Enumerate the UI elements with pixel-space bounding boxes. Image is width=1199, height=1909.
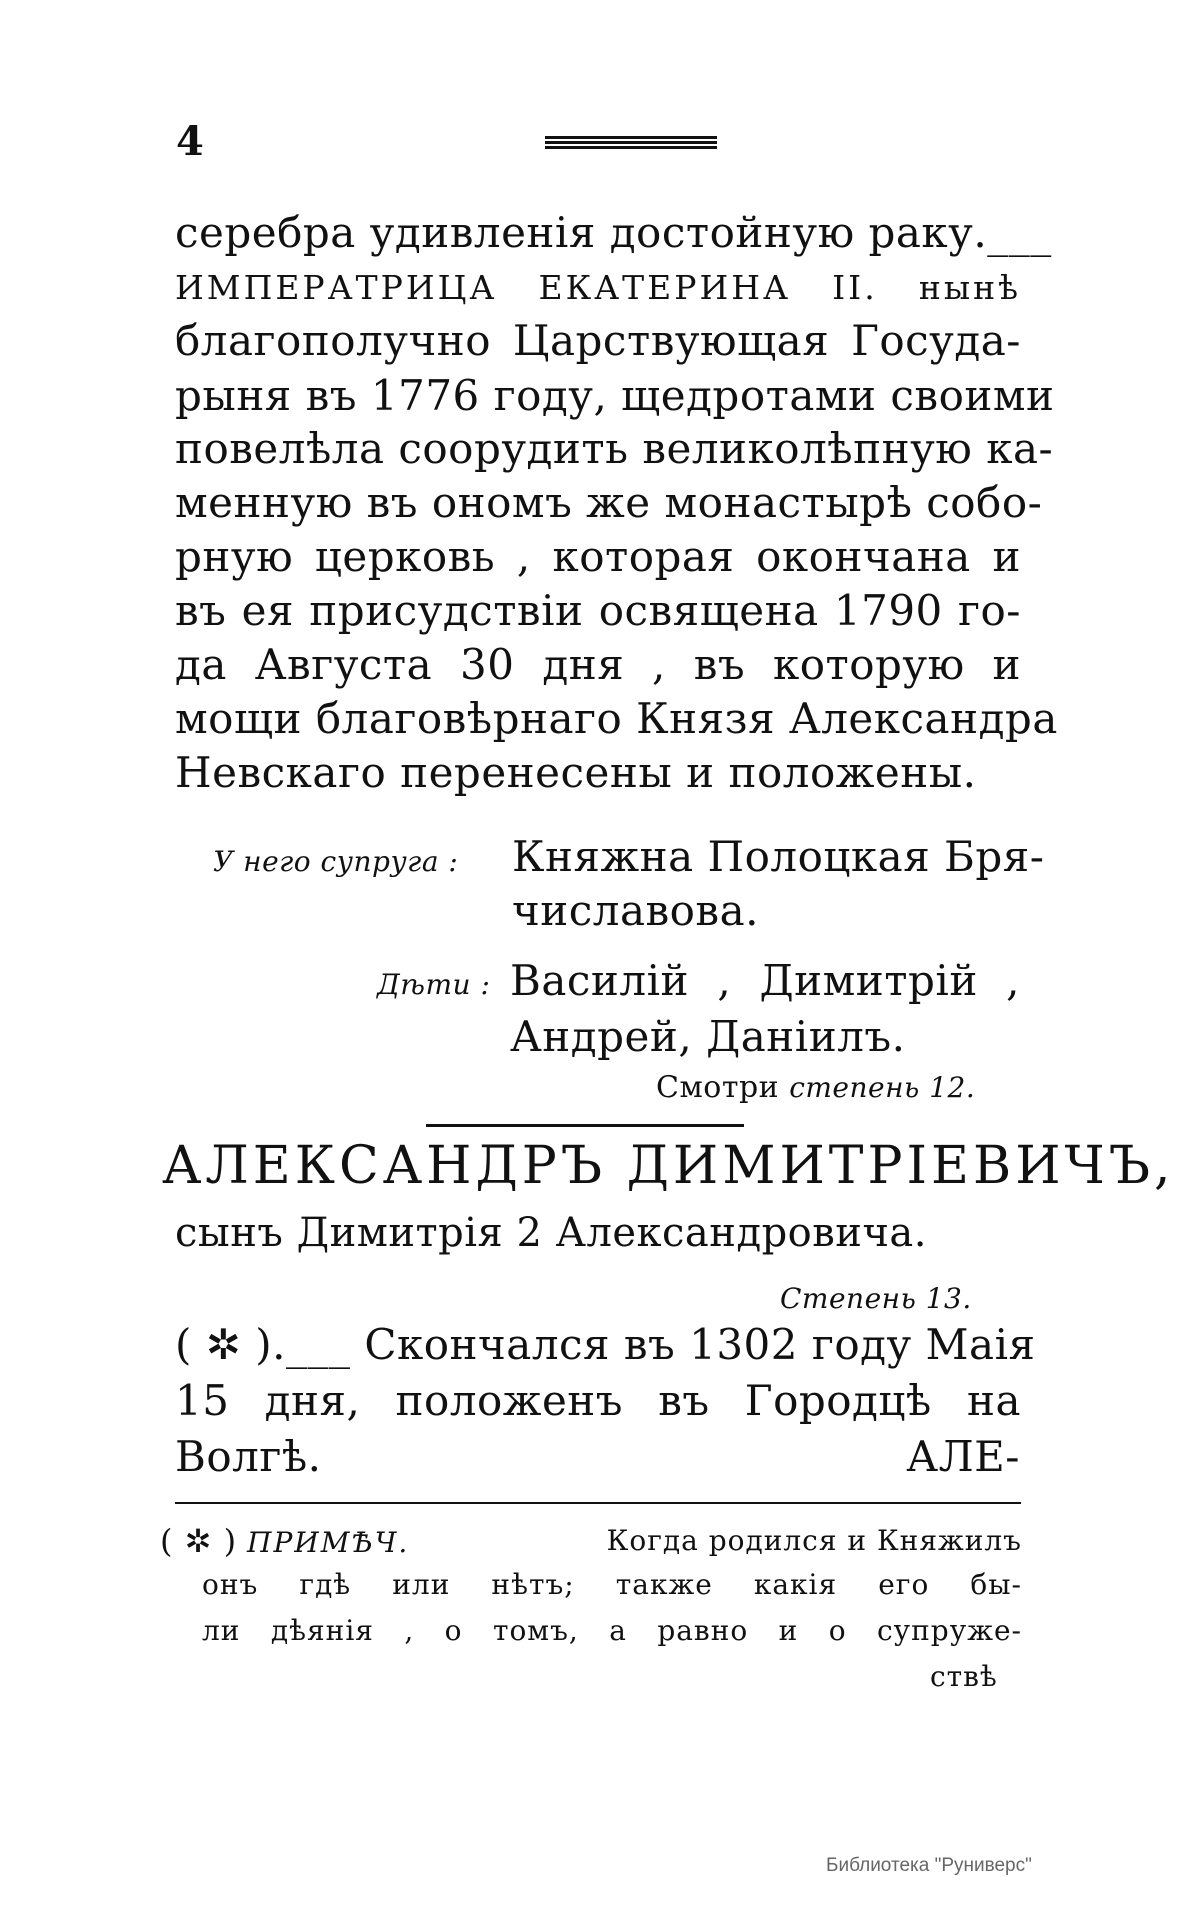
text-line: повелѣла соорудить великолѣпную ка- <box>175 424 1054 473</box>
see-reference <box>656 1070 975 1105</box>
text-line: менную въ ономъ же монастырѣ собо- <box>175 478 1043 527</box>
entry-text-line: Волгѣ. <box>175 1432 322 1481</box>
footnote-line: онъ гдѣ или нѣтъ; также какія его бы- <box>202 1568 1022 1601</box>
children-list: Василій , Димитрій , <box>510 956 1020 1005</box>
text-line: Невскаго перенесены и положены. <box>175 748 977 797</box>
see-reference-prefix: Смотри <box>656 1070 780 1105</box>
footnote-line: ли дѣянія , о томъ, а равно и о супруже- <box>202 1614 1022 1647</box>
entry-title: АЛЕКСАНДРЪ ДИМИТРІЕВИЧЪ, <box>162 1136 1175 1196</box>
spouse-value: Княжна Полоцкая Бря- <box>512 832 1045 881</box>
degree-label: Степень 13. <box>780 1282 972 1315</box>
children-label: Дѣти : <box>377 968 491 1001</box>
footnote-line: ствѣ <box>930 1660 998 1693</box>
spouse-label: У него супруга : <box>213 845 459 878</box>
see-reference-degree: степень 12. <box>789 1071 976 1104</box>
text-line: серебра удивленія достойную раку.___ <box>175 208 1052 257</box>
footnote-text: Когда родился и Княжилъ <box>606 1524 1022 1557</box>
text-line: мощи благовѣрнаго Князя Александра <box>175 694 1058 743</box>
entry-subtitle: сынъ Димитрія 2 Александровича. <box>175 1210 927 1256</box>
spouse-value-cont: числавова. <box>512 886 759 935</box>
catchword: АЛЕ- <box>906 1432 1020 1481</box>
text-line: рную церковь , которая окончана и <box>175 532 1021 581</box>
entry-text-line: ( ✲ ).___ Скончался въ 1302 году Маія <box>175 1320 1036 1369</box>
text-line: благополучно Царствующая Госуда- <box>175 316 1021 365</box>
text-line: ИМПЕРАТРИЦА ЕКАТЕРИНА II. нынѣ <box>175 268 1021 307</box>
footnote-marker: ( ✲ ) <box>160 1522 238 1560</box>
library-watermark: Библиотека "Руниверс" <box>826 1855 1032 1876</box>
children-list-cont: Андрей, Даніилъ. <box>510 1012 906 1061</box>
footnote-label: ПРИМѢЧ. <box>247 1526 410 1559</box>
text-line: въ ея присудствіи освящена 1790 го- <box>175 586 1021 635</box>
entry-text-line: 15 дня, положенъ въ Городцѣ на <box>175 1376 1021 1425</box>
section-divider <box>426 1124 744 1127</box>
page-number: 4 <box>176 118 204 165</box>
text-line: да Августа 30 дня , въ которую и <box>175 640 1021 689</box>
header-ornament-rule <box>545 136 717 150</box>
footnote-first-line <box>160 1522 1022 1560</box>
text-line: рыня въ 1776 году, щедротами своими <box>175 371 1055 420</box>
footnote-divider <box>175 1502 1021 1504</box>
